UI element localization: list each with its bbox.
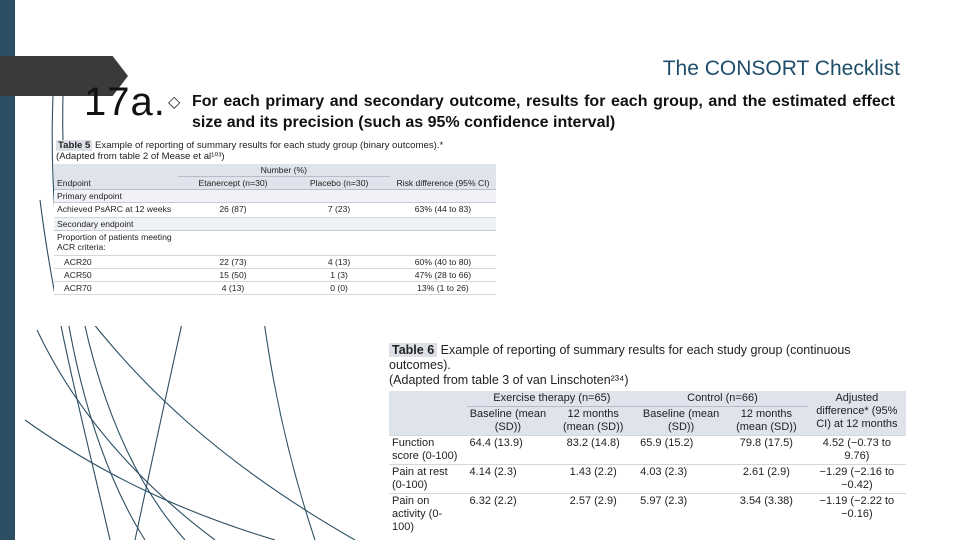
table-6 <box>389 341 906 533</box>
table-row <box>54 177 496 190</box>
table-5-caption-line1: Example of reporting of summary results for each study group (binary outcomes).* <box>95 140 444 151</box>
table-cell: 15 (50) <box>178 269 289 282</box>
table-row <box>54 218 496 231</box>
diamond-bullet-icon: ◇ <box>168 94 181 111</box>
table-cell: 3.54 (3.38) <box>725 494 808 536</box>
table-cell: 0 (0) <box>288 282 390 295</box>
slide-title: The CONSORT Checklist <box>662 57 900 80</box>
table-cell: 5.97 (2.3) <box>637 494 725 536</box>
table-cell: 83.2 (14.8) <box>549 436 637 465</box>
table-cell: 47% (28 to 66) <box>390 269 496 282</box>
table-cell: ACR20 <box>54 256 178 269</box>
section-label: Secondary endpoint <box>54 218 496 231</box>
table-cell: 4.52 (−0.73 to 9.76) <box>808 436 906 465</box>
table-5-grid <box>54 164 496 295</box>
table-5-caption-line2: (Adapted from table 2 of Mease et al¹⁰³) <box>56 151 225 162</box>
table-cell: −1.29 (−2.16 to −0.42) <box>808 465 906 494</box>
table-cell: 60% (40 to 80) <box>390 256 496 269</box>
table-row <box>54 164 496 177</box>
table-row <box>54 282 496 295</box>
table-5 <box>54 140 496 326</box>
table-row <box>54 190 496 203</box>
section-label: Primary endpoint <box>54 190 496 203</box>
table-cell: 7 (23) <box>288 203 390 218</box>
table-row <box>389 436 906 465</box>
column-header: Adjusted difference* (95% CI) at 12 months <box>808 391 906 436</box>
table-cell: 1.43 (2.2) <box>549 465 637 494</box>
table-cell: Pain at rest (0-100) <box>389 465 467 494</box>
table-cell: ACR50 <box>54 269 178 282</box>
table-row <box>389 391 906 407</box>
table-row <box>389 465 906 494</box>
table-cell: 2.57 (2.9) <box>549 494 637 536</box>
table-6-label: Table 6 <box>389 343 437 357</box>
column-header: 12 months (mean (SD)) <box>549 407 637 436</box>
column-header: Risk difference (95% CI) <box>390 177 496 190</box>
table-cell: 2.61 (2.9) <box>725 465 808 494</box>
table-cell: 79.8 (17.5) <box>725 436 808 465</box>
table-cell: Achieved PsARC at 12 weeks <box>54 203 178 218</box>
table-6-caption-line2: (Adapted from table 3 of van Linschoten²³⁴) <box>389 373 629 387</box>
table-cell: 4.14 (2.3) <box>467 465 550 494</box>
group-header: Control (n=66) <box>637 391 808 407</box>
table-row <box>54 256 496 269</box>
table-row <box>54 231 496 256</box>
table-6-caption <box>389 341 906 391</box>
table-cell: 63% (44 to 83) <box>390 203 496 218</box>
bullet-text: For each primary and secondary outcome, results for each group, and the estimated effect size and its precision (such as 95% confidence interval) <box>192 93 895 131</box>
table-row <box>389 494 906 536</box>
column-header: Etanercept (n=30) <box>178 177 289 190</box>
column-header: Baseline (mean (SD)) <box>467 407 550 436</box>
group-header: Number (%) <box>178 164 390 177</box>
table-row <box>54 269 496 282</box>
table-cell: 4 (13) <box>178 282 289 295</box>
table-6-grid <box>389 391 906 535</box>
table-cell: 65.9 (15.2) <box>637 436 725 465</box>
table-cell: 26 (87) <box>178 203 289 218</box>
table-cell: ACR70 <box>54 282 178 295</box>
table-cell: Pain on activity (0-100) <box>389 494 467 536</box>
column-header: Endpoint <box>54 177 178 190</box>
table-5-caption <box>54 140 496 164</box>
column-header: Placebo (n=30) <box>288 177 390 190</box>
column-header: 12 months (mean (SD)) <box>725 407 808 436</box>
table-5-label: Table 5 <box>58 140 91 151</box>
item-number: 17a. <box>84 80 166 124</box>
table-cell: −1.19 (−2.22 to −0.16) <box>808 494 906 536</box>
table-cell: 4 (13) <box>288 256 390 269</box>
table-cell: 1 (3) <box>288 269 390 282</box>
table-cell: 6.32 (2.2) <box>467 494 550 536</box>
table-cell: 64.4 (13.9) <box>467 436 550 465</box>
table-cell: 4.03 (2.3) <box>637 465 725 494</box>
table-row <box>54 203 496 218</box>
table-cell: Proportion of patients meeting ACR criteria: <box>54 231 178 256</box>
group-header: Exercise therapy (n=65) <box>467 391 638 407</box>
table-cell: 22 (73) <box>178 256 289 269</box>
table-6-caption-line1: Example of reporting of summary results for each study group (continuous outcomes). <box>389 343 851 372</box>
column-header: Baseline (mean (SD)) <box>637 407 725 436</box>
table-cell: Function score (0-100) <box>389 436 467 465</box>
table-cell: 13% (1 to 26) <box>390 282 496 295</box>
